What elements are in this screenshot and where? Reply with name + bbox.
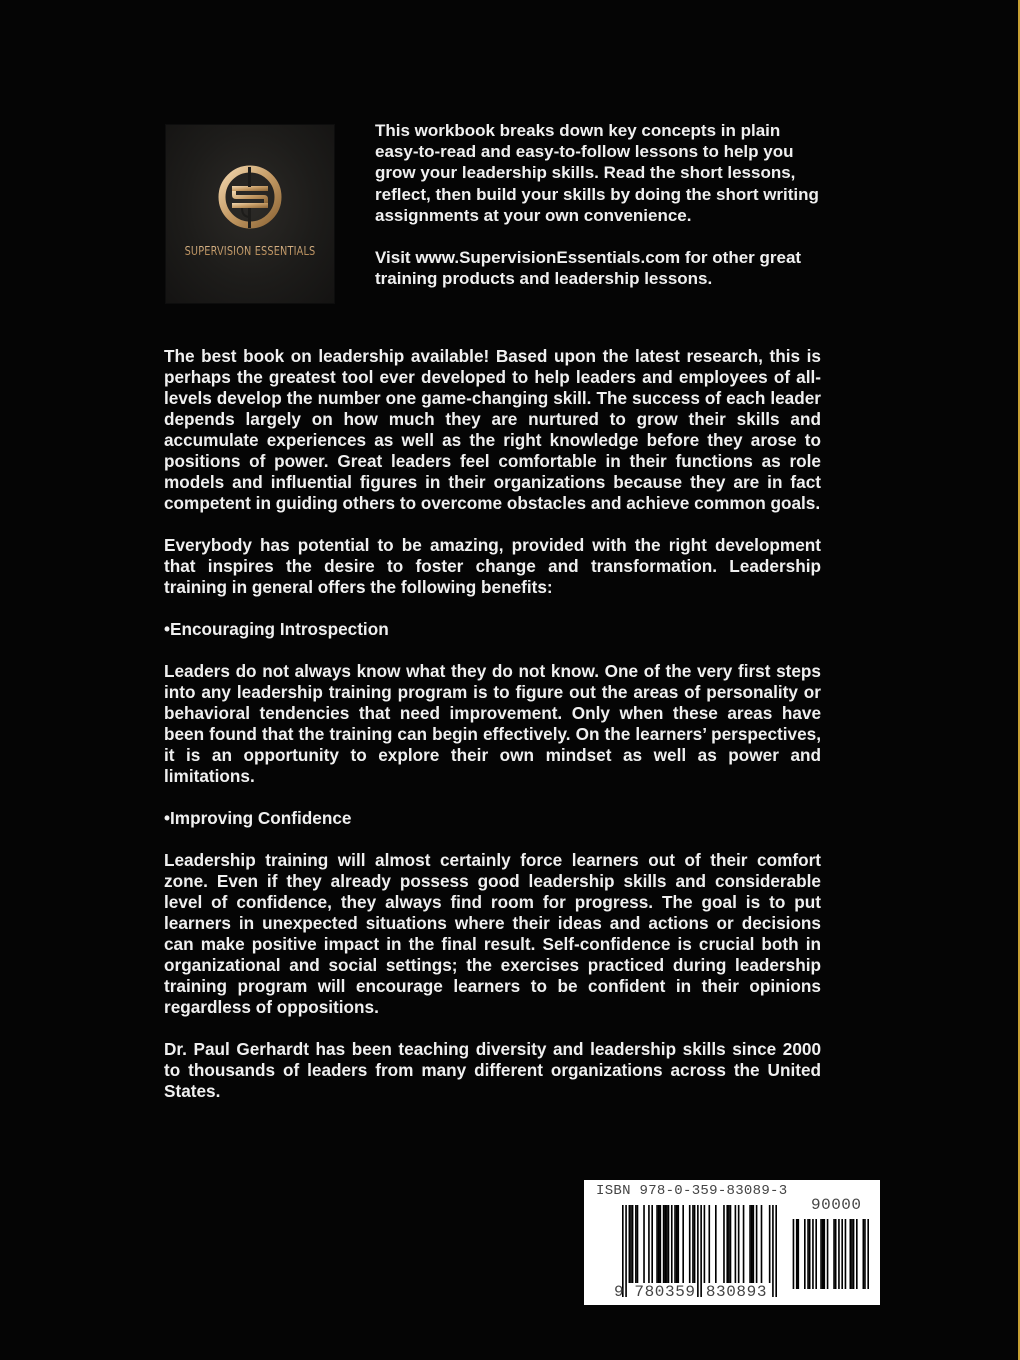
barcode-bar bbox=[863, 1219, 865, 1289]
barcode-bar bbox=[851, 1219, 853, 1289]
barcode-bar bbox=[666, 1205, 668, 1283]
barcode-bar bbox=[708, 1205, 710, 1283]
barcode-bar bbox=[775, 1205, 777, 1297]
benefit-heading: •Improving Confidence bbox=[164, 808, 352, 828]
barcode-bar bbox=[841, 1219, 843, 1289]
barcode-bar bbox=[853, 1219, 855, 1289]
barcode-bar bbox=[827, 1219, 829, 1289]
barcode-bar bbox=[796, 1219, 798, 1289]
barcode-bar bbox=[643, 1205, 645, 1283]
barcode-bar bbox=[864, 1219, 866, 1289]
barcode-bar bbox=[632, 1205, 634, 1283]
benefit-description: Leaders do not always know what they do not know. One of the very first steps into any leadership training program is to figure out the areas of personality or behavioral tendencies that need improvement. Only when these areas have been found that the training can begin effectively. On the learners’ perspectives, it is an opportunity to explore their own mindset as well as power and limitations. bbox=[164, 661, 821, 786]
barcode-bar bbox=[635, 1205, 637, 1283]
isbn-label: ISBN 978-0-359-83089-3 bbox=[596, 1183, 788, 1199]
barcode-bar bbox=[809, 1219, 811, 1289]
barcode-bar bbox=[715, 1205, 717, 1283]
barcode-bar bbox=[658, 1205, 660, 1283]
barcode-bar bbox=[815, 1219, 817, 1289]
author-bio-paragraph: Dr. Paul Gerhardt has been teaching diversity and leadership skills since 2000 to thousands of leaders from many different organizations across the United States. bbox=[164, 1039, 821, 1101]
barcode-bar bbox=[867, 1219, 869, 1289]
brand-logo-image bbox=[166, 125, 334, 303]
barcode-bar bbox=[704, 1205, 706, 1283]
intro-paragraph: This workbook breaks down key concepts in plain easy-to-read and easy-to-follow lessons to help you grow your leadership skills. Read the short lessons, reflect, then build your skills by doing the short writing assignments at your own convenience. bbox=[375, 121, 819, 225]
isbn-barcode bbox=[584, 1180, 880, 1305]
barcode-bar bbox=[692, 1205, 694, 1283]
barcode-bar bbox=[656, 1205, 658, 1283]
barcode-bar bbox=[845, 1219, 847, 1289]
description-text-block bbox=[164, 346, 821, 1123]
barcode-bar bbox=[629, 1205, 631, 1283]
barcode-bar bbox=[726, 1205, 728, 1283]
barcode-bar bbox=[664, 1205, 666, 1283]
barcode-bar bbox=[812, 1219, 814, 1289]
barcode-bar bbox=[807, 1219, 809, 1289]
barcode-bar bbox=[835, 1219, 837, 1289]
barcode-bar bbox=[753, 1205, 755, 1283]
barcode-bar bbox=[728, 1205, 730, 1283]
barcode-bar bbox=[824, 1219, 826, 1289]
barcode-bar bbox=[682, 1205, 684, 1283]
barcode-bar bbox=[769, 1205, 771, 1283]
barcode-bar bbox=[637, 1205, 639, 1283]
barcode-bar bbox=[820, 1219, 822, 1289]
barcode-bar bbox=[833, 1219, 835, 1289]
barcode-bar bbox=[749, 1205, 751, 1283]
description-paragraph: The best book on leadership available! Based upon the latest research, this is perhaps the greatest tool ever developed to help leaders and employees of all-levels develop the number one game-changing skill. The success of each leader depends largely on how much they are nurtured to grow their skills and accumulate experiences as well as the right knowledge before they arose to positions of power. Great leaders feel comfortable in their functions as role models and influential figures in their organizations because they are in fact competent in guiding others to overcome obstacles and achieve common goals. bbox=[164, 346, 821, 513]
website-paragraph: Visit www.SupervisionEssentials.com for other great training products and leadership lessons. bbox=[375, 248, 802, 289]
intro-text-block bbox=[375, 120, 825, 310]
barcode-bar bbox=[689, 1205, 691, 1283]
supervision-essentials-emblem-icon bbox=[218, 165, 282, 229]
barcode-bar bbox=[798, 1219, 800, 1289]
barcode-bar bbox=[648, 1205, 650, 1283]
barcode-bar bbox=[743, 1205, 745, 1283]
barcode-bar bbox=[738, 1205, 740, 1283]
barcode-bar bbox=[856, 1219, 858, 1289]
barcode-bar bbox=[730, 1205, 732, 1283]
barcode-bar bbox=[756, 1205, 758, 1283]
barcode-bar bbox=[694, 1205, 696, 1283]
barcode-bar bbox=[822, 1219, 824, 1289]
barcode-bar bbox=[651, 1205, 653, 1283]
brand-name-text: SUPERVISION ESSENTIALS bbox=[184, 243, 316, 258]
barcode-bar bbox=[677, 1205, 679, 1283]
barcode-bar bbox=[671, 1205, 673, 1283]
barcode-bar bbox=[850, 1219, 852, 1289]
barcode-bar bbox=[660, 1205, 662, 1283]
price-code-label: 90000 bbox=[811, 1196, 862, 1214]
addon-barcode-bars bbox=[791, 1219, 869, 1289]
benefits-intro-paragraph: Everybody has potential to be amazing, provided with the right development that inspires the desire to foster change and transformation. Leadership training in general offers the following benefits: bbox=[164, 535, 821, 597]
benefit-description: Leadership training will almost certainly force learners out of their comfort zone. Even if they already possess good leadership skills and considerable level of confidence, they always find room for progress. The goal is to put learners in unexpected situations where their ideas and actions or decisions can make positive impact in the final result. Self-confidence is crucial both in organizational and social settings; the exercises practiced during leadership training program will encourage learners to be confident in their opinions regardless of oppositions. bbox=[164, 850, 821, 1017]
barcode-bar bbox=[668, 1205, 670, 1283]
barcode-bar bbox=[630, 1205, 632, 1283]
barcode-bar bbox=[751, 1205, 753, 1283]
benefit-heading: •Encouraging Introspection bbox=[164, 619, 389, 639]
barcode-bar bbox=[838, 1219, 840, 1289]
barcode-bar bbox=[663, 1205, 665, 1283]
barcode-bar bbox=[723, 1205, 725, 1283]
ean-digits-label: 9 780359 830893 bbox=[614, 1283, 768, 1301]
barcode-bar bbox=[674, 1205, 676, 1283]
barcode-bar bbox=[772, 1205, 774, 1297]
barcode-bar bbox=[793, 1219, 795, 1289]
barcode-bar bbox=[761, 1205, 763, 1283]
barcode-bar bbox=[804, 1219, 806, 1289]
barcode-bar bbox=[676, 1205, 678, 1283]
barcode-bar bbox=[735, 1205, 737, 1283]
